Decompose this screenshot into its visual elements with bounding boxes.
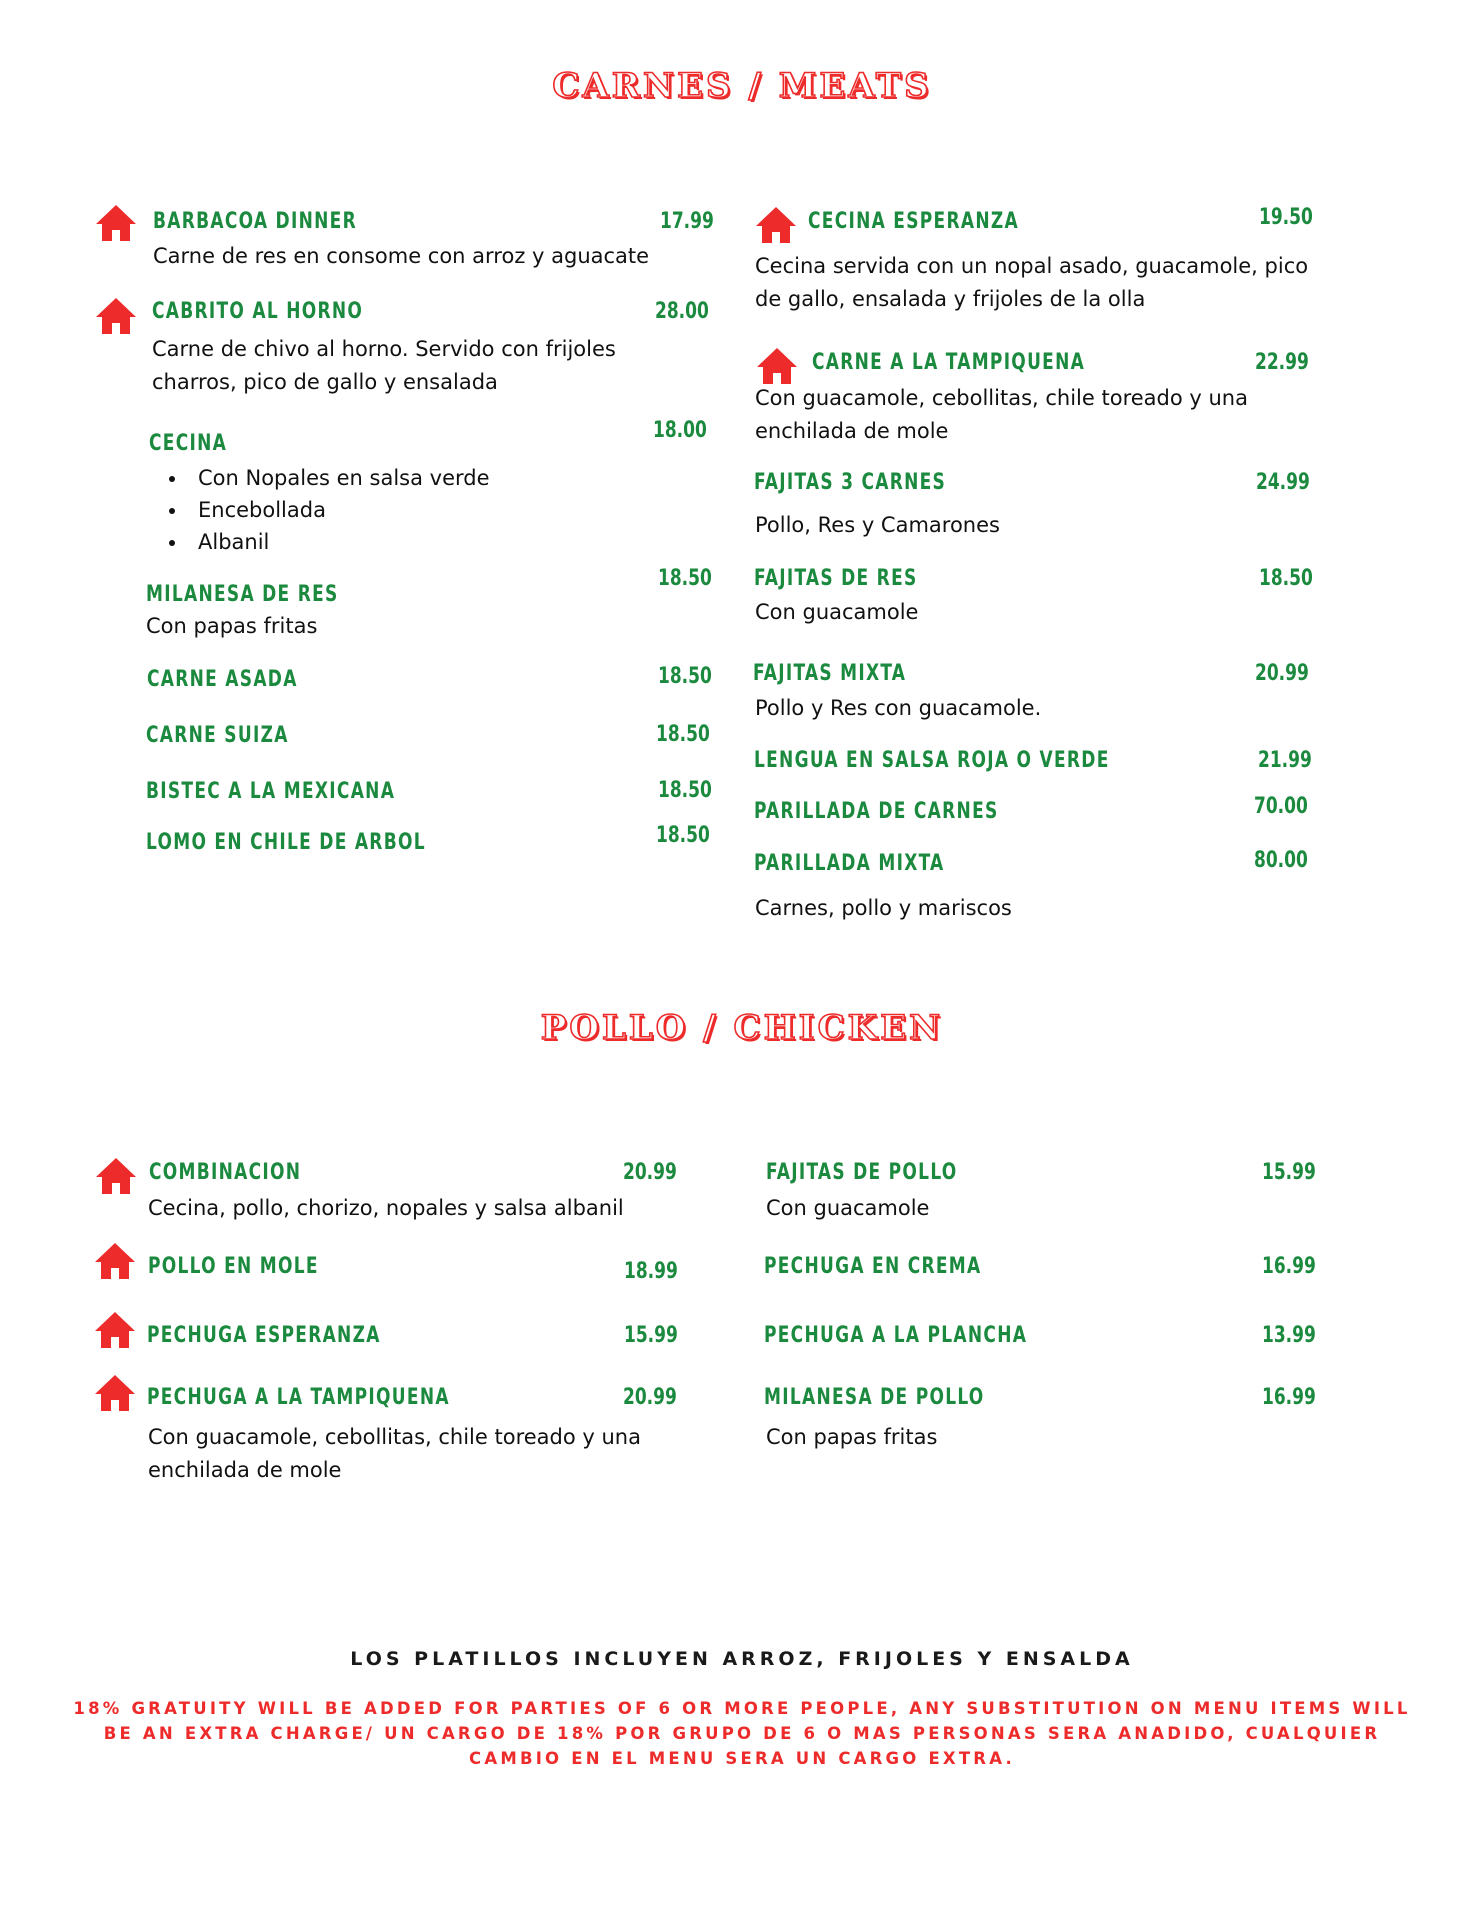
item-desc: Cecina servida con un nopal asado, guacamole, pico de gallo, ensalada y frijoles de la olla <box>755 254 1309 311</box>
item-price: 70.00 <box>1254 794 1308 819</box>
house-icon <box>94 1242 136 1280</box>
item-price: 21.99 <box>1258 748 1312 773</box>
item-name: PECHUGA EN CREMA <box>764 1254 982 1279</box>
item-name: CECINA <box>149 431 228 456</box>
item-price: 13.99 <box>1262 1323 1316 1348</box>
item-price: 18.00 <box>653 418 707 443</box>
item-name: CABRITO AL HORNO <box>152 299 364 324</box>
item-price: 20.99 <box>623 1385 677 1410</box>
item-name: FAJITAS 3 CARNES <box>754 470 947 495</box>
item-name: FAJITAS MIXTA <box>753 661 907 686</box>
item-name: PARILLADA MIXTA <box>754 851 945 876</box>
item-price: 19.50 <box>1259 205 1313 230</box>
item-price: 17.99 <box>660 209 714 234</box>
section-title-chicken: POLLO / CHICKEN <box>540 1008 944 1048</box>
item-desc: Con papas fritas <box>146 614 318 638</box>
house-icon <box>94 1374 136 1412</box>
item-name: BARBACOA DINNER <box>153 209 357 234</box>
item-name: PECHUGA ESPERANZA <box>147 1323 381 1348</box>
option-item: • Albanil <box>188 526 490 558</box>
item-price: 18.50 <box>658 664 712 689</box>
item-name: LENGUA EN SALSA ROJA O VERDE <box>754 748 1110 773</box>
item-name: MILANESA DE POLLO <box>764 1385 985 1410</box>
item-price: 18.50 <box>656 823 710 848</box>
item-price: 80.00 <box>1254 848 1308 873</box>
item-name: FAJITAS DE RES <box>754 566 918 591</box>
item-price: 15.99 <box>624 1323 678 1348</box>
item-name: CARNE SUIZA <box>146 723 289 748</box>
item-name: MILANESA DE RES <box>146 582 339 607</box>
item-name: CARNE A LA TAMPIQUENA <box>812 350 1086 375</box>
item-desc: Carnes, pollo y mariscos <box>755 896 1012 920</box>
item-desc: Con papas fritas <box>766 1425 938 1449</box>
item-desc: Con guacamole, cebollitas, chile toreado y una enchilada de mole <box>148 1425 641 1482</box>
item-name: POLLO EN MOLE <box>148 1254 319 1279</box>
item-price: 22.99 <box>1255 350 1309 375</box>
item-price: 16.99 <box>1262 1385 1316 1410</box>
option-item: • Encebollada <box>188 494 490 526</box>
item-name: PECHUGA A LA PLANCHA <box>764 1323 1028 1348</box>
item-desc: Carne de chivo al horno. Servido con frijoles charros, pico de gallo y ensalada <box>152 337 616 394</box>
item-desc: Pollo y Res con guacamole. <box>755 696 1042 720</box>
footer-note: 18% GRATUITY WILL BE ADDED FOR PARTIES OF 6 OR MORE PEOPLE, ANY SUBSTITUTION ON MENU ITEMS WILL BE AN EXTRA CHARGE/ UN CARGO DE 18% POR GRUPO DE 6 O MAS PERSONAS SERA ANADIDO, CUALQUIER CAMBIO EN EL MENU SERA UN CARGO EXTRA. <box>73 1699 1411 1768</box>
item-price: 28.00 <box>655 299 709 324</box>
item-desc: Pollo, Res y Camarones <box>755 513 1000 537</box>
item-desc: Cecina, pollo, chorizo, nopales y salsa albanil <box>148 1196 624 1220</box>
item-price: 18.50 <box>1259 566 1313 591</box>
footer-includes: LOS PLATILLOS INCLUYEN ARROZ, FRIJOLES Y ENSALDA <box>350 1648 1134 1670</box>
item-name: CECINA ESPERANZA <box>808 209 1019 234</box>
item-name: CARNE ASADA <box>147 667 298 692</box>
item-price: 24.99 <box>1256 470 1310 495</box>
item-desc: Con guacamole <box>766 1196 930 1220</box>
house-icon <box>95 1157 137 1195</box>
item-price: 20.99 <box>1255 661 1309 686</box>
item-price: 20.99 <box>623 1160 677 1185</box>
item-price: 16.99 <box>1262 1254 1316 1279</box>
item-name: PECHUGA A LA TAMPIQUENA <box>147 1385 450 1410</box>
house-icon <box>95 204 137 242</box>
item-desc: Carne de res en consome con arroz y aguacate <box>153 244 650 268</box>
item-price: 18.50 <box>656 722 710 747</box>
item-desc: Con guacamole <box>755 600 919 624</box>
item-name: FAJITAS DE POLLO <box>766 1160 958 1185</box>
item-name: COMBINACION <box>149 1160 302 1185</box>
item-options <box>160 462 490 558</box>
house-icon <box>756 347 798 385</box>
item-name: LOMO EN CHILE DE ARBOL <box>146 830 426 855</box>
item-price: 15.99 <box>1262 1160 1316 1185</box>
section-title-meats: CARNES / MEATS <box>552 66 932 106</box>
item-price: 18.99 <box>624 1259 678 1284</box>
item-name: BISTEC A LA MEXICANA <box>146 779 396 804</box>
item-desc: Con guacamole, cebollitas, chile toreado y una enchilada de mole <box>755 386 1248 443</box>
house-icon <box>95 297 137 335</box>
item-price: 18.50 <box>658 778 712 803</box>
house-icon <box>755 206 797 244</box>
house-icon <box>94 1311 136 1349</box>
option-item: • Con Nopales en salsa verde <box>188 462 490 494</box>
item-name: PARILLADA DE CARNES <box>754 799 999 824</box>
item-price: 18.50 <box>658 566 712 591</box>
